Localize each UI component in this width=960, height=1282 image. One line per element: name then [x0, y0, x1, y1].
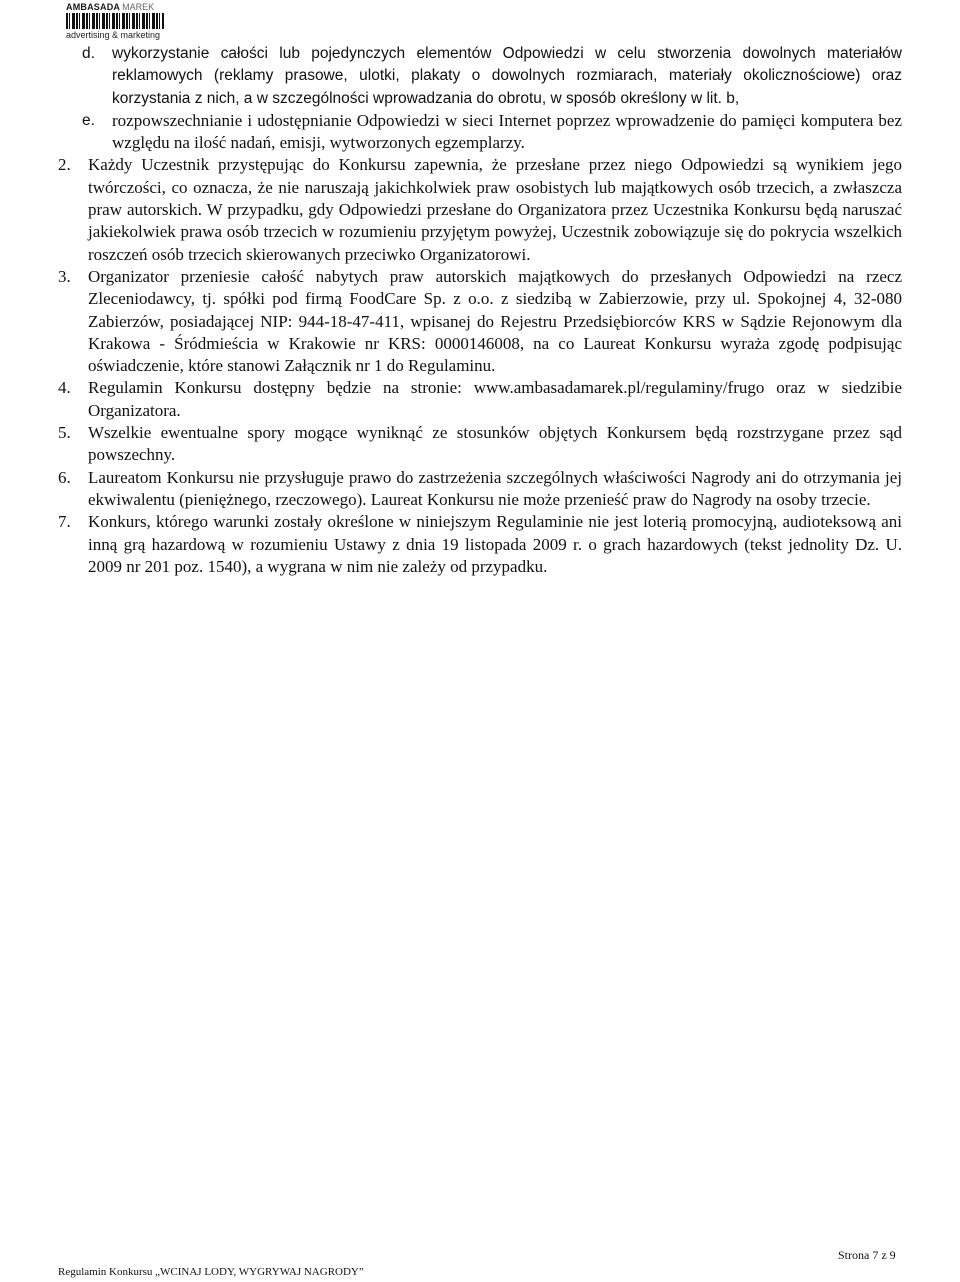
list-item-label: 2. — [58, 155, 71, 175]
logo-brand-main: AMBASADA — [66, 2, 121, 12]
list-item-label: d. — [82, 45, 95, 62]
list-item-text: wykorzystanie całości lub pojedynczych elementów Odpowiedzi w celu stworzenia dowolnych materiałów reklamowych (reklamy prasowe, ulotki, plakaty o dowolnych rozmiarach, materiały okolicznościowe) oraz korzystania z nich, a w szczególności wprowadzania do obrotu, w sposób określony w lit. b, — [112, 45, 902, 107]
list-item-text: Regulamin Konkursu dostępny będzie na stronie: www.ambasadamarek.pl/regulaminy/frugo oraz w siedzibie Organizatora. — [88, 378, 902, 420]
list-item — [58, 154, 902, 265]
document-body — [58, 43, 902, 578]
list-item-label: 3. — [58, 266, 71, 286]
list-item-text-content: rozpowszechnianie i udostępnianie Odpowiedzi w sieci Internet poprzez wprowadzenie do pamięci komputera bez względu na ilość nadań, emisji, wytworzonych egzemplarzy. — [112, 110, 902, 153]
list-item-text: Wszelkie ewentualne spory mogące wyniknąć ze stosunków objętych Konkursem będą rozstrzygane przez sąd powszechny. — [88, 423, 902, 465]
list-item — [82, 110, 902, 155]
list-item-label: 6. — [58, 467, 71, 487]
page-number: Strona 7 z 9 — [838, 1248, 896, 1262]
list-item-text: Organizator przeniesie całość nabytych praw autorskich majątkowych do przesłanych Odpowiedzi na rzecz Zleceniodawcy, tj. spółki pod firmą FoodCare Sp. z o.o. z siedzibą w Zabierzowie, przy ul. Spokojnej 4, 32-080 Zabierzów, posiadającej NIP: 944-18-47-411, wpisanej do Rejestru Przedsiębiorców KRS w Sądzie Rejonowym dla Krakowa - Śródmieścia w Krakowie nr KRS: 0000146008, na co Laureat Konkursu wyraża zgodę podpisując oświadczenie, które stanowi Załącznik nr 1 do Regulaminu. — [88, 266, 902, 376]
list-item-label: 7. — [58, 512, 71, 532]
list-item-text — [112, 110, 902, 155]
list-item — [58, 511, 902, 578]
list-item-label: 4. — [58, 378, 71, 398]
list-item-text: Konkurs, którego warunki zostały określone w niniejszym Regulaminie nie jest loterią promocyjną, audioteksową ani inną grą hazardową w rozumieniu Ustawy z dnia 19 listopada 2009 r. o grach hazardowych (tekst jednolity Dz. U. 2009 nr 201 poz. 1540), a wygrana w nim nie zależy od przypadku. — [88, 512, 902, 576]
company-logo — [66, 2, 166, 42]
list-item-label: e. — [82, 111, 95, 129]
list-item-text: Laureatom Konkursu nie przysługuje prawo do zastrzeżenia szczególnych właściwości Nagrody ani do otrzymania jej ekwiwalentu (pieniężnego, rzeczowego). Laureat Konkursu nie może przenieść praw do Nagrody na osoby trzecie. — [88, 467, 902, 509]
list-item — [82, 43, 902, 110]
logo-wordmark — [66, 2, 154, 12]
list-item — [58, 422, 902, 467]
logo-brand-accent: MAREK — [122, 2, 155, 12]
list-item — [58, 266, 902, 377]
logo-tagline: advertising & marketing — [66, 30, 161, 40]
page-footer: Regulamin Konkursu „WCINAJ LODY, WYGRYWAJ NAGRODY” — [58, 1266, 364, 1278]
list-item — [58, 467, 902, 512]
list-item-label: 5. — [58, 423, 71, 443]
barcode-icon — [66, 13, 164, 29]
list-item — [58, 377, 902, 422]
list-item-text: Każdy Uczestnik przystępując do Konkursu zapewnia, że przesłane przez niego Odpowiedzi są wynikiem jego twórczości, co oznacza, że nie naruszają jakichkolwiek praw osobistych lub majątkowych osób trzecich, a zwłaszcza praw autorskich. W przypadku, gdy Odpowiedzi przesłane do Organizatora przez Uczestnika Konkursu będą naruszać jakiekolwiek prawa osób trzecich w rozumieniu przyjętym powyżej, Uczestnik zobowiązuje się do pokrycia wszelkich roszczeń osób trzecich skierowanych przeciwko Organizatorowi. — [88, 155, 902, 264]
